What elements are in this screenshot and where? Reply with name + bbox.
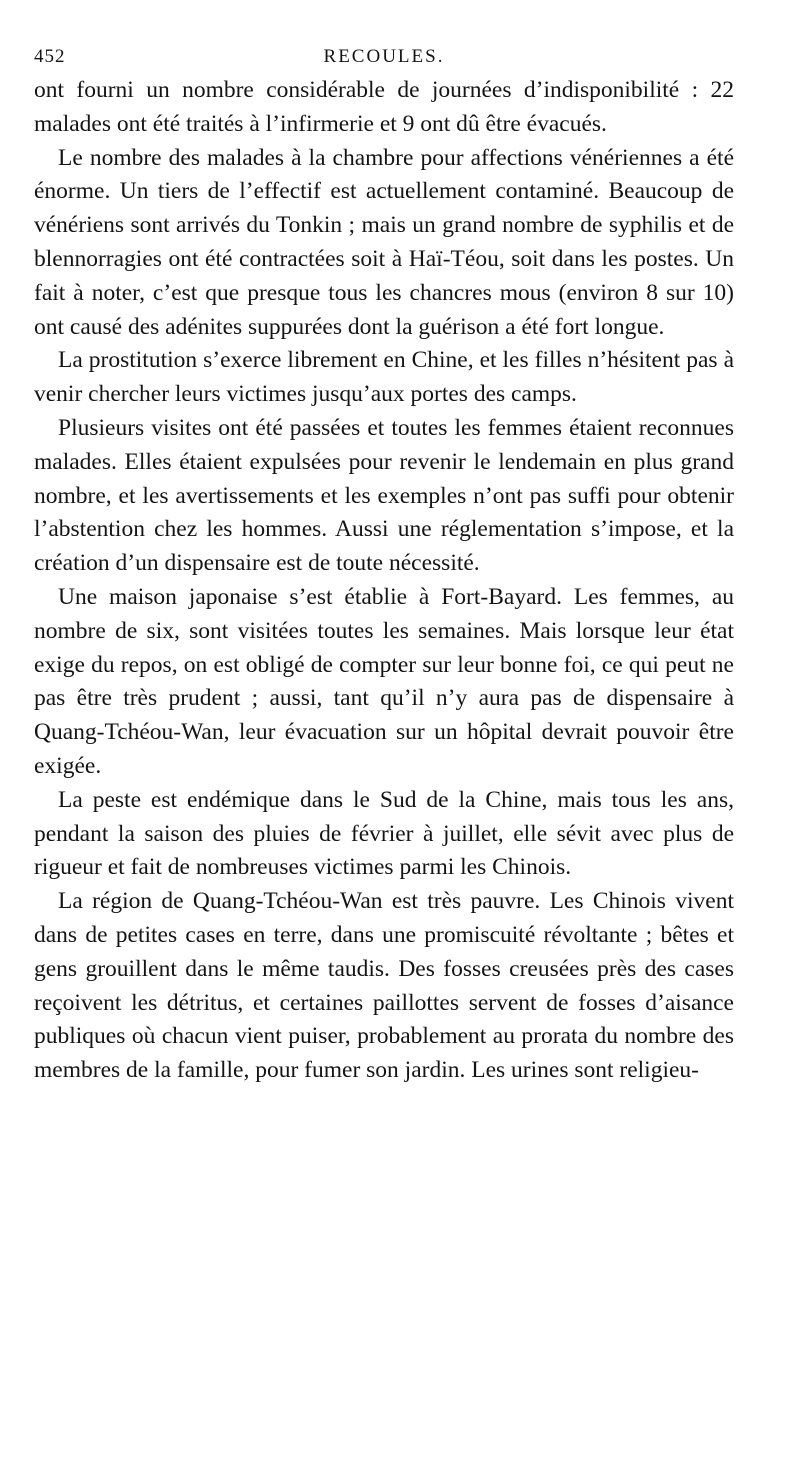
paragraph-4: Plusieurs visites ont été passées et toutes les femmes étaient reconnues malades. Elles étaient expulsées pour revenir le lendemain en plus grand nombre, et les avertissements et les exemples n’ont pas suffi pour obtenir l’abstention chez les hommes. Aussi une réglementation s’impose, et la création d’un dispensaire est de toute nécessité. [34, 414, 734, 577]
paragraph-6: La peste est endémique dans le Sud de la Chine, mais tous les ans, pendant la saison des pluies de février à juillet, elle sévit avec plus de rigueur et fait de nombreuses victimes parmi les Chinois. [34, 786, 734, 881]
body-text [34, 74, 734, 1088]
page-number: 452 [34, 46, 66, 67]
paragraph-3: La prostitution s’exerce librement en Chine, et les filles n’hésitent pas à venir chercher leurs victimes jusqu’aux portes des camps. [34, 347, 734, 408]
running-head [34, 40, 734, 74]
paragraph-5: Une maison japonaise s’est établie à Fort-Bayard. Les femmes, au nombre de six, sont visitées toutes les semaines. Mais lorsque leur état exige du repos, on est obligé de compter sur leur bonne foi, ce qui peut ne pas être très prudent ; aussi, tant qu’il n’y aura pas de dispensaire à Quang-Tchéou-Wan, leur évacuation sur un hôpital devrait pouvoir être exigée. [34, 583, 734, 779]
running-title: RECOULES. [323, 46, 445, 67]
paragraph-1: ont fourni un nombre considérable de journées d’indisponibilité : 22 malades ont été traités à l’infirmerie et 9 ont dû être évacués. [34, 77, 734, 137]
book-page [34, 40, 734, 1088]
paragraph-2: Le nombre des malades à la chambre pour affections vénériennes a été énorme. Un tiers de l’effectif est actuellement contaminé. Beaucoup de vénériens sont arrivés du Tonkin ; mais un grand nombre de syphilis et de blennorragies ont été contractées soit à Haï-Téou, soit dans les postes. Un fait à noter, c’est que presque tous les chancres mous (environ 8 sur 10) ont causé des adénites suppurées dont la guérison a été fort longue. [34, 144, 734, 340]
paragraph-7: La région de Quang-Tchéou-Wan est très pauvre. Les Chinois vivent dans de petites cases en terre, dans une promiscuité révoltante ; bêtes et gens grouillent dans le même taudis. Des fosses creusées près des cases reçoivent les détritus, et certaines paillottes servent de fosses d’aisance publiques où chacun vient puiser, probablement au prorata du nombre des membres de la famille, pour fumer son jardin. Les urines sont religieu- [34, 888, 734, 1084]
